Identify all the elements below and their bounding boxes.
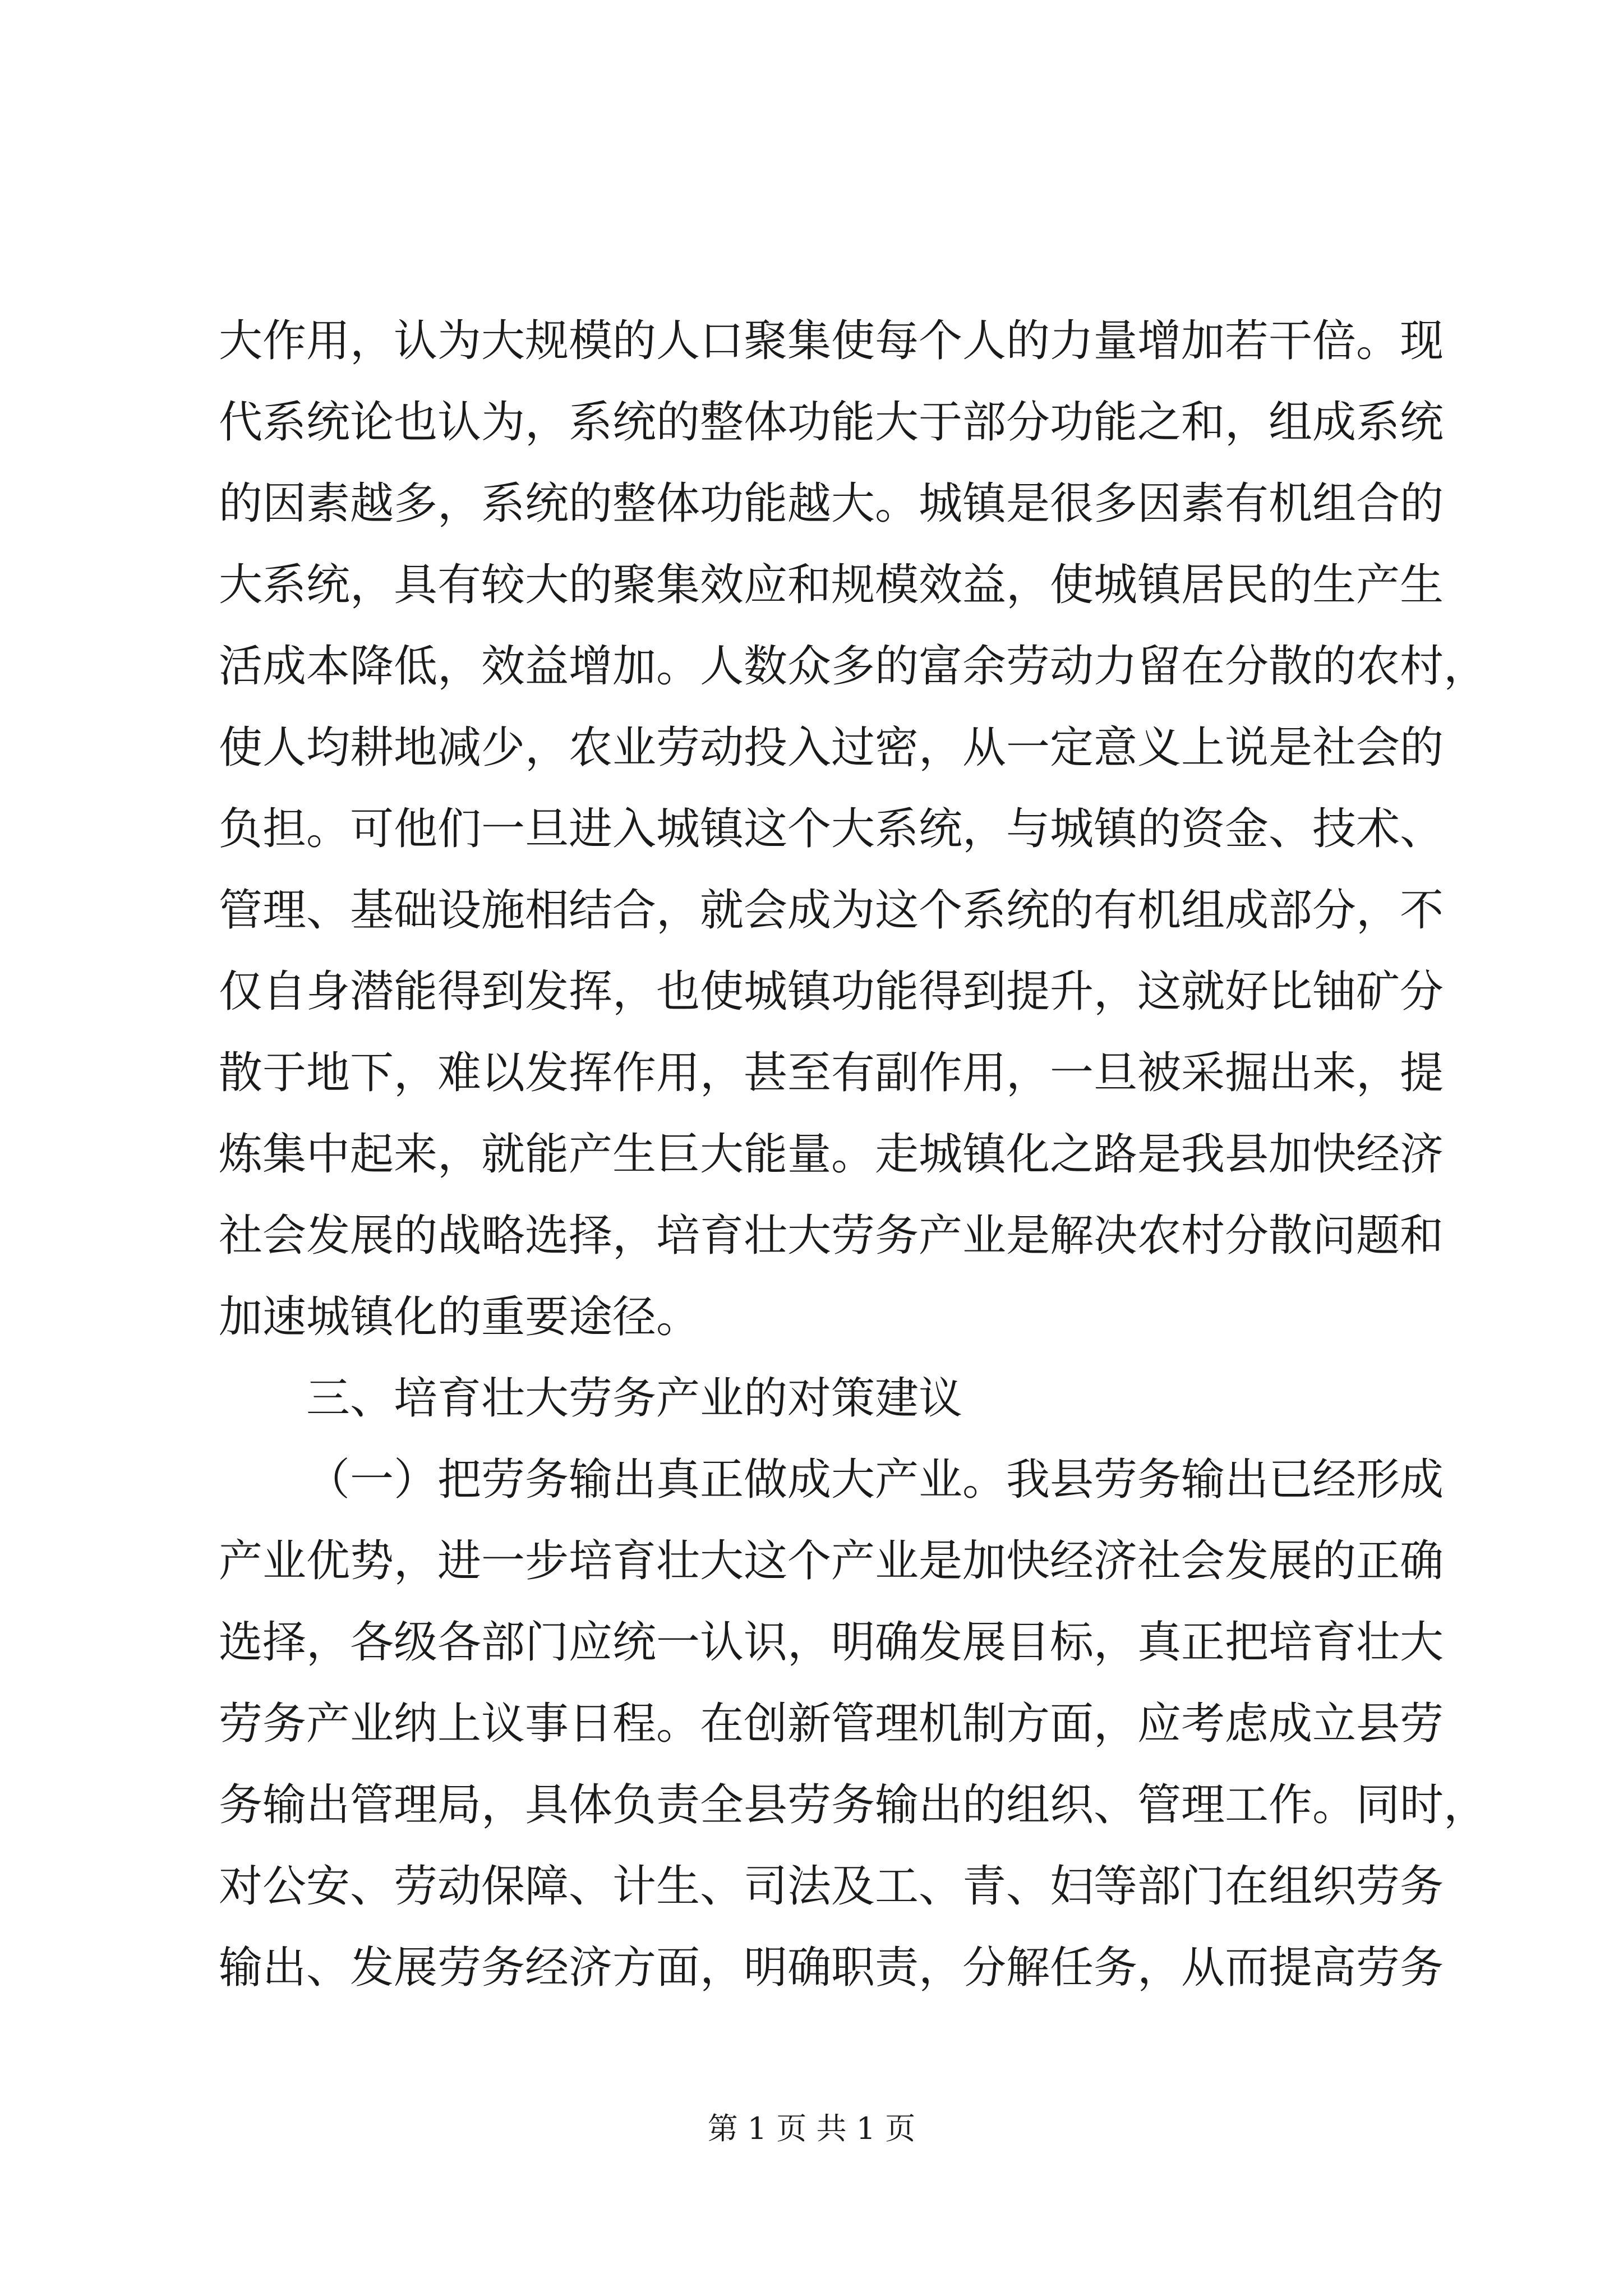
body-line: 活成本降低，效益增加。人数众多的富余劳动力留在分散的农村， (219, 641, 1488, 692)
body-line: 输出、发展劳务经济方面，明确职责，分解任务，从而提高劳务 (219, 1943, 1444, 1993)
body-line: 产业优势，进一步培育壮大这个产业是加快经济社会发展的正确 (219, 1536, 1444, 1586)
body-line: 务输出管理局，具体负责全县劳务输出的组织、管理工作。同时， (219, 1780, 1488, 1830)
body-line: 大系统，具有较大的聚集效应和规模效益，使城镇居民的生产生 (219, 560, 1444, 610)
body-line: 炼集中起来，就能产生巨大能量。走城镇化之路是我县加快经济 (219, 1129, 1444, 1180)
body-line: 代系统论也认为，系统的整体功能大于部分功能之和，组成系统 (219, 397, 1444, 448)
body-line: 使人均耕地减少，农业劳动投入过密，从一定意义上说是社会的 (219, 723, 1444, 773)
body-line: 社会发展的战略选择，培育壮大劳务产业是解决农村分散问题和 (219, 1211, 1444, 1261)
page-footer: 第 1 页 共 1 页 (707, 2111, 916, 2146)
body-line: 劳务产业纳上议事日程。在创新管理机制方面，应考虑成立县劳 (219, 1699, 1444, 1749)
paragraph-first-line: （一）把劳务输出真正做成大产业。我县劳务输出已经形成 (306, 1455, 1444, 1505)
body-line: 对公安、劳动保障、计生、司法及工、青、妇等部门在组织劳务 (219, 1861, 1444, 1912)
body-line: 大作用，认为大规模的人口聚集使每个人的力量增加若干倍。现 (219, 316, 1444, 366)
body-line: 选择，各级各部门应统一认识，明确发展目标，真正把培育壮大 (219, 1617, 1444, 1668)
body-line: 的因素越多，系统的整体功能越大。城镇是很多因素有机组合的 (219, 478, 1444, 529)
body-line: 负担。可他们一旦进入城镇这个大系统，与城镇的资金、技术、 (219, 804, 1444, 854)
body-line: 管理、基础设施相结合，就会成为这个系统的有机组成部分，不 (219, 885, 1444, 936)
body-line: 仅自身潜能得到发挥，也使城镇功能得到提升，这就好比铀矿分 (219, 967, 1444, 1017)
section-heading: 三、培育壮大劳务产业的对策建议 (306, 1373, 963, 1424)
body-line: 加速城镇化的重要途径。 (219, 1292, 700, 1342)
body-line: 散于地下，难以发挥作用，甚至有副作用，一旦被采掘出来，提 (219, 1048, 1444, 1098)
